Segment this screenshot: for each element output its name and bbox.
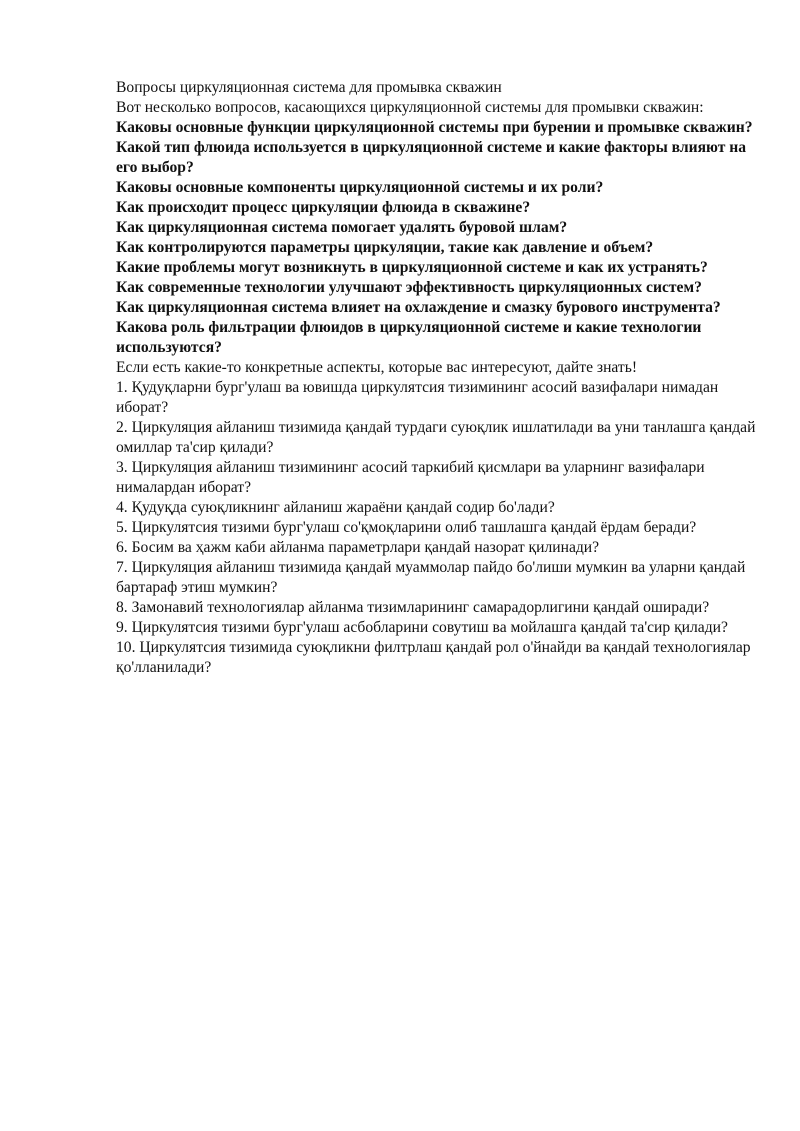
question-item: Какой тип флюида используется в циркуляционной системе и какие факторы влияют на его выбор?: [116, 139, 747, 176]
question-item: Каковы основные компоненты циркуляционной системы и их роли?: [116, 179, 604, 196]
question-item: Как современные технологии улучшают эффективность циркуляционных систем?: [116, 279, 702, 296]
document-page: [116, 78, 756, 678]
question-item: Каковы основные функции циркуляционной системы при бурении и промывке скважин?: [116, 119, 753, 136]
question-item: Как циркуляционная система влияет на охлаждение и смазку бурового инструмента?: [116, 299, 721, 316]
question-item: Как происходит процесс циркуляции флюида в скважине?: [116, 199, 531, 216]
uzbek-question-item: 7. Циркуляция айланиш тизимида қандай муаммолар пайдо бо'лиши мумкин ва уларни қандай бартараф этиш мумкин?: [116, 559, 746, 596]
uzbek-question-item: 6. Босим ва ҳажм каби айланма параметрлари қандай назорат қилинади?: [116, 539, 600, 556]
uzbek-question-item: 4. Қудуқда суюқликнинг айланиш жараёни қандай содир бо'лади?: [116, 499, 555, 516]
uzbek-question-item: 9. Циркулятсия тизими бург'улаш асбобларини совутиш ва мойлашга қандай та'сир қилади?: [116, 619, 728, 636]
question-item: Как циркуляционная система помогает удалять буровой шлам?: [116, 219, 568, 236]
uzbek-question-item: 10. Циркулятсия тизимида суюқликни филтрлаш қандай рол о'йнайди ва қандай технологиялар қо'лланилади?: [116, 639, 751, 676]
question-item: Какие проблемы могут возникнуть в циркуляционной системе и как их устранять?: [116, 259, 708, 276]
uzbek-question-item: 5. Циркулятсия тизими бург'улаш со'қмоқларини олиб ташлашга қандай ёрдам беради?: [116, 519, 697, 536]
question-item: Какова роль фильтрации флюидов в циркуляционной системе и какие технологии используются?: [116, 319, 702, 356]
uzbek-question-item: 3. Циркуляция айланиш тизимининг асосий таркибий қисмлари ва уларнинг вазифалари нималардан иборат?: [116, 459, 705, 496]
uzbek-question-item: 8. Замонавий технологиялар айланма тизимларининг самарадорлигини қандай оширади?: [116, 599, 710, 616]
uzbek-question-item: 1. Қудуқларни бург'улаш ва ювишда циркулятсия тизимининг асосий вазифалари нимадан иборат?: [116, 379, 719, 416]
intro-paragraph: Вот несколько вопросов, касающихся циркуляционной системы для промывки скважин:: [116, 99, 704, 116]
uzbek-question-item: 2. Циркуляция айланиш тизимида қандай турдаги суюқлик ишлатилади ва уни танлашга қандай омиллар та'сир қилади?: [116, 419, 756, 456]
question-item: Как контролируются параметры циркуляции, такие как давление и объем?: [116, 239, 654, 256]
closing-paragraph: Если есть какие-то конкретные аспекты, которые вас интересуют, дайте знать!: [116, 359, 638, 376]
document-title: Вопросы циркуляционная система для промывка скважин: [116, 79, 502, 96]
